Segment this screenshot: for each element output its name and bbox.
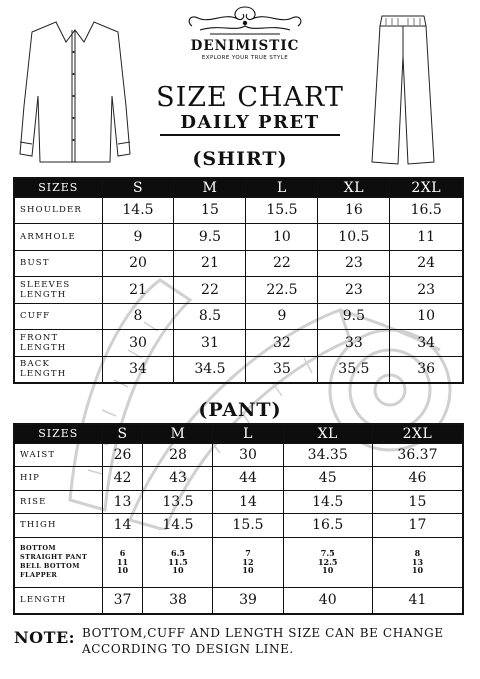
row-label-cell	[14, 514, 102, 538]
value-cell: 15	[174, 197, 246, 224]
row-label-line: BELL BOTTOM	[20, 562, 80, 570]
row-label-line: CUFF	[20, 311, 51, 322]
value-cell: 16.5	[283, 514, 372, 538]
value-cell: 10	[246, 224, 318, 251]
table-row	[14, 356, 463, 383]
table-row	[14, 197, 463, 224]
pant-size-table	[13, 423, 464, 615]
value-cell: 22	[246, 250, 318, 277]
page-title: SIZE CHART	[156, 82, 344, 113]
table-row	[14, 277, 463, 304]
row-label-cell	[14, 303, 102, 330]
value-line: 11	[116, 556, 129, 567]
row-label-line: RISE	[20, 496, 47, 507]
value-cell: 35.5	[318, 356, 390, 383]
header-cell: SIZES	[14, 424, 102, 443]
row-label-cell	[14, 443, 102, 467]
value-cell: 37	[102, 587, 143, 614]
brand-name: DENIMISTIC	[190, 38, 300, 54]
header-cell: S	[102, 424, 143, 443]
value-cell: 9.5	[174, 224, 246, 251]
value-cell: 21	[102, 277, 174, 304]
row-label-line: HIP	[20, 473, 41, 484]
table-row	[14, 467, 463, 491]
value-cell: 40	[283, 587, 372, 614]
value-cell: 33	[318, 330, 390, 357]
row-label-cell	[14, 277, 102, 304]
table-row	[14, 490, 463, 514]
value-cell: 13	[102, 490, 143, 514]
value-cell: 14	[213, 490, 283, 514]
table-header-row	[14, 424, 463, 443]
value-cell: 38	[143, 587, 213, 614]
value-cell: 35	[246, 356, 318, 383]
value-cell: 11	[390, 224, 463, 251]
row-label-cell	[14, 490, 102, 514]
value-cell: 32	[246, 330, 318, 357]
value-cell: 28	[143, 443, 213, 467]
table-row	[14, 443, 463, 467]
value-cell: 31	[174, 330, 246, 357]
value-line: 6	[119, 548, 126, 559]
value-line: 6.5	[171, 548, 185, 559]
value-line: 10	[411, 565, 424, 576]
header-cell: S	[102, 178, 174, 197]
brand-tagline: EXPLORE YOUR TRUE STYLE	[201, 55, 289, 61]
table-header-row	[14, 178, 463, 197]
value-cell	[213, 537, 283, 587]
header-cell: M	[174, 178, 246, 197]
ornament-icon	[180, 4, 310, 38]
row-label-line: STRAIGHT PANT	[20, 553, 88, 561]
value-line: 12.5	[317, 556, 338, 567]
value-cell	[102, 537, 143, 587]
value-line: 7	[245, 548, 251, 559]
table-row	[14, 303, 463, 330]
shirt-size-table	[13, 177, 464, 384]
table-row	[14, 514, 463, 538]
value-cell: 34	[102, 356, 174, 383]
value-cell: 30	[102, 330, 174, 357]
value-cell: 36.37	[372, 443, 463, 467]
value-cell: 14.5	[143, 514, 213, 538]
value-cell: 9	[102, 224, 174, 251]
row-label-cell	[14, 224, 102, 251]
header-cell: XL	[283, 424, 372, 443]
row-label-line: THIGH	[20, 520, 57, 531]
value-cell: 8	[102, 303, 174, 330]
value-line: 8	[414, 548, 421, 559]
value-line: 10	[116, 565, 129, 576]
value-line: 10	[242, 565, 254, 576]
value-line: 7.5	[320, 548, 335, 559]
table-row	[14, 330, 463, 357]
header-cell: 2XL	[372, 424, 463, 443]
value-cell: 10	[390, 303, 463, 330]
value-cell: 9.5	[318, 303, 390, 330]
row-label-line: ARMHOLE	[20, 231, 76, 242]
shirt-section-title: (SHIRT)	[192, 148, 288, 170]
row-label-line: LENGTH	[20, 369, 67, 379]
pant-section-title: (PANT)	[198, 399, 282, 421]
value-cell	[372, 537, 463, 587]
row-label-cell	[14, 356, 102, 383]
table-row	[14, 250, 463, 277]
row-label-line: LENGTH	[20, 595, 67, 606]
value-cell: 13.5	[143, 490, 213, 514]
value-line: 11.5	[168, 556, 188, 567]
value-cell: 30	[213, 443, 283, 467]
value-cell: 8.5	[174, 303, 246, 330]
value-cell: 43	[143, 467, 213, 491]
value-cell: 20	[102, 250, 174, 277]
row-label-cell	[14, 197, 102, 224]
brand-logo	[180, 4, 310, 61]
row-label-line: WAIST	[20, 449, 56, 460]
value-line: 13	[411, 556, 424, 567]
row-label-cell	[14, 330, 102, 357]
row-label-line: SLEEVES	[20, 279, 71, 290]
value-cell: 9	[246, 303, 318, 330]
row-label-line: FLAPPER	[20, 571, 58, 579]
value-cell: 44	[213, 467, 283, 491]
header-cell: M	[143, 424, 213, 443]
table-row	[14, 587, 463, 614]
value-cell: 41	[372, 587, 463, 614]
value-cell: 34	[390, 330, 463, 357]
table-row	[14, 224, 463, 251]
value-cell: 16	[318, 197, 390, 224]
value-cell: 23	[318, 250, 390, 277]
value-cell: 21	[174, 250, 246, 277]
note-label: NOTE:	[14, 628, 76, 647]
value-cell: 34.5	[174, 356, 246, 383]
header-cell: XL	[318, 178, 390, 197]
value-cell: 15.5	[213, 514, 283, 538]
value-cell: 22	[174, 277, 246, 304]
header-cell: L	[213, 424, 283, 443]
note-line: BOTTOM,CUFF AND LENGTH SIZE CAN BE CHANGE	[82, 626, 444, 640]
row-label-line: LENGTH	[20, 289, 67, 300]
row-label-line: BACK	[20, 359, 51, 369]
value-cell	[143, 537, 213, 587]
row-label-cell	[14, 537, 102, 587]
header-cell: L	[246, 178, 318, 197]
row-label-line: BOTTOM	[20, 544, 56, 552]
row-label-line: SHOULDER	[20, 205, 83, 216]
value-cell: 16.5	[390, 197, 463, 224]
value-line: 12	[242, 556, 254, 567]
page-subtitle: DAILY PRET	[160, 112, 340, 136]
pant-illustration	[368, 12, 438, 166]
table-row	[14, 537, 463, 587]
value-cell: 15	[372, 490, 463, 514]
value-cell: 42	[102, 467, 143, 491]
value-cell: 23	[390, 277, 463, 304]
value-cell: 22.5	[246, 277, 318, 304]
value-cell: 46	[372, 467, 463, 491]
value-cell: 24	[390, 250, 463, 277]
value-cell: 34.35	[283, 443, 372, 467]
row-label-line: FRONT	[20, 332, 59, 343]
value-cell: 36	[390, 356, 463, 383]
value-cell: 14	[102, 514, 143, 538]
row-label-cell	[14, 467, 102, 491]
value-cell: 10.5	[318, 224, 390, 251]
note-line: ACCORDING TO DESIGN LINE.	[82, 642, 294, 656]
value-cell	[283, 537, 372, 587]
value-cell: 23	[318, 277, 390, 304]
value-cell: 39	[213, 587, 283, 614]
row-label-cell	[14, 587, 102, 614]
value-cell: 14.5	[102, 197, 174, 224]
value-cell: 14.5	[283, 490, 372, 514]
value-cell: 26	[102, 443, 143, 467]
value-line: 10	[172, 565, 184, 576]
row-label-cell	[14, 250, 102, 277]
value-cell: 17	[372, 514, 463, 538]
row-label-line: LENGTH	[20, 342, 67, 353]
header-cell: 2XL	[390, 178, 463, 197]
header-cell: SIZES	[14, 178, 102, 197]
value-line: 10	[322, 565, 334, 576]
value-cell: 15.5	[246, 197, 318, 224]
shirt-illustration	[14, 16, 136, 164]
row-label-line: BUST	[20, 258, 50, 269]
value-cell: 45	[283, 467, 372, 491]
